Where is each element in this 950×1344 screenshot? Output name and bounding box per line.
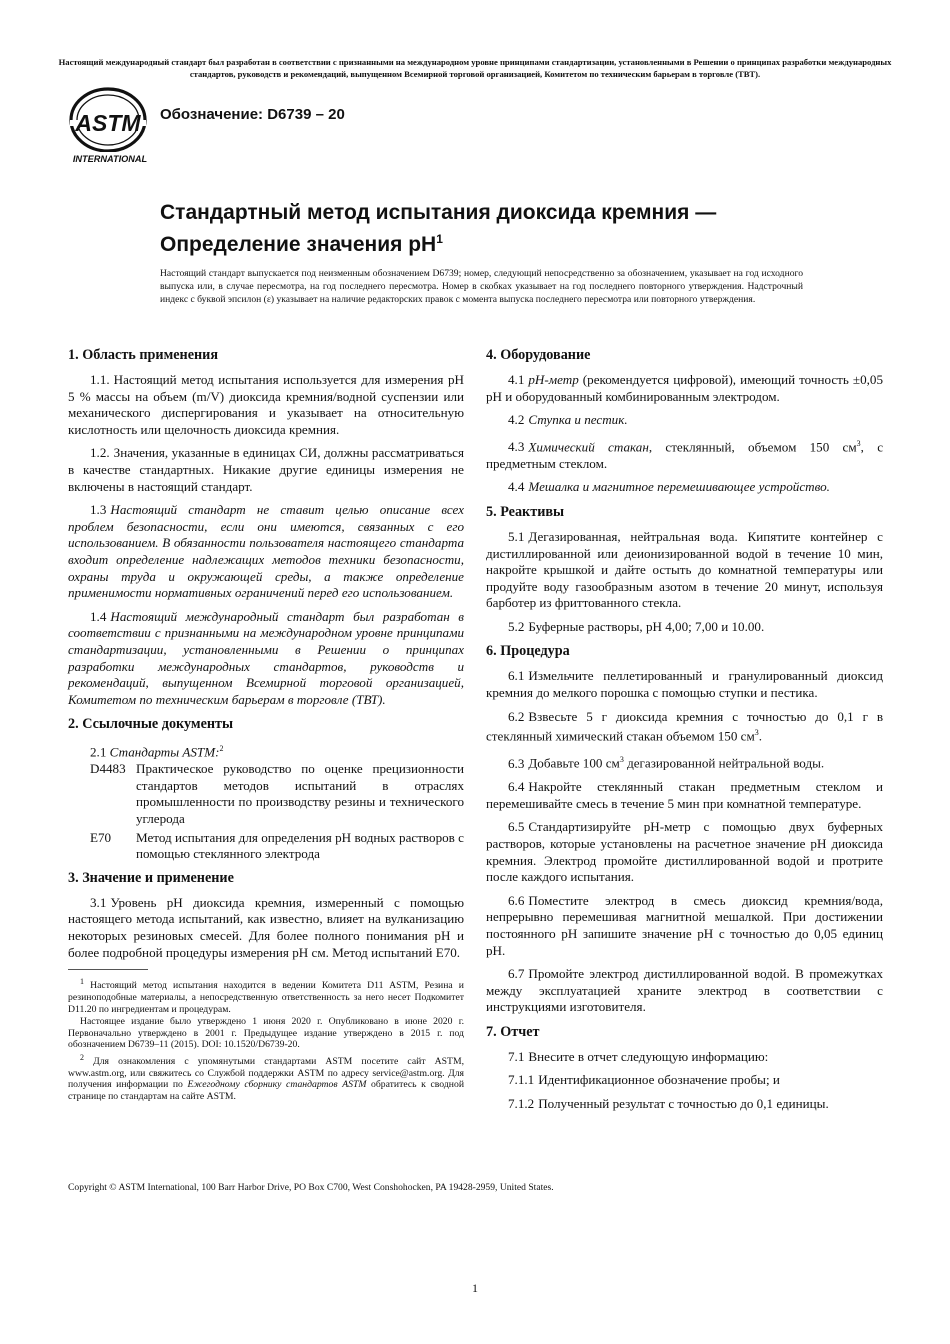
astm-logo-icon xyxy=(66,86,154,164)
footnote-2: $^2$ Для ознакомления с упомянутыми стандартами ASTM посетите сайт ASTM, www.astm.org, или свяжитесь со Службой поддержки ASTM по адресу service@astm.org. Для получения информации по Ежегодному сборнику стандартов ASTM обратитесь к сводной странице по стандартам на сайте ASTM. xyxy=(68,1052,465,1102)
footnote-1: $^1$ Настоящий метод испытания находится в ведении Комитета D11 ASTM, Резина и резиноподобные материалы, а непосредственную ответственность за него несет Подкомитет D11.20 по ингредиентам и процедурам. xyxy=(68,977,464,1015)
section-heading: 5. Реактивы xyxy=(486,503,565,520)
paragraph-1-2: 1.2. Значения, указанные в единицах СИ, должны рассматриваться в качестве стандартных. Никакие другие единицы измерения не включены в настоящий стандарт. xyxy=(68,445,464,494)
title-footnote-marker: 1 xyxy=(436,232,443,246)
paragraph-4-4: 4.4 Мешалка и магнитное перемешивающее устройство. xyxy=(508,479,830,495)
paragraph-7-1-1: 7.1.1 Идентификационное обозначение пробы; и xyxy=(508,1072,780,1088)
paragraph-4-2: 4.2 Ступка и пестик. xyxy=(508,412,628,428)
astm-international-logo xyxy=(66,86,154,164)
copyright: Copyright © ASTM International, 100 Barr Harbor Drive, PO Box C700, West Conshohocken, PA 19428-2959, United States. xyxy=(68,1182,554,1193)
issue-note: Настоящий стандарт выпускается под неизменным обозначением D6739; номер, следующий непосредственно за обозначением, указывает на год исходного выпуска или, в случае пересмотра, на год последнего пересмотра. Номер в скобках указывает на год последнего повторного утверждения. Надстрочный индекс с буквой эпсилон (ε) указывает на наличие редакторских правок с момента выпуска последнего пересмотра или повторного утверждения. xyxy=(160,268,803,305)
section-4-apparatus xyxy=(486,346,883,496)
paragraph-1-4: 1.4 Настоящий международный стандарт был разработан в соответствии с признанными на международном уровне принципами стандартизации, установленными в Решении о принципах разработки международных стандартов, руководств и рекомендаций, выпущенном Всемирной торговой организацией, Комитетом по техническим барьерам в торговле (ТВТ). xyxy=(68,608,464,707)
section-heading: 6. Процедура xyxy=(486,643,570,660)
paragraph-7-1-2: 7.1.2 Полученный результат с точностью до 0,1 единицы. xyxy=(508,1096,829,1112)
paragraph-1-3: 1.3 Настоящий стандарт не ставит целью описание всех проблем безопасности, если они имеются, связанных с его использованием. В обязанности пользователя настоящего стандарта входит определение надлежащих методов техники безопасности, охраны труда и окружающей среды, а также определение применимости нормативных ограничений перед его использованием. xyxy=(68,502,464,601)
section-heading: 7. Отчет xyxy=(486,1023,540,1040)
section-heading: 4. Оборудование xyxy=(486,347,591,363)
header-note: Настоящий международный стандарт был разработан в соответствии с признанными на международном уровне принципами стандартизации, установленными в Решении о принципах разработки международных стандартов, руководств и рекомендаций, выпущенном Всемирной торговой организацией, Комитетом по техническим барьерам в торговле (ТВТ). xyxy=(58,57,892,79)
footnote-divider xyxy=(68,969,148,970)
section-1-scope xyxy=(68,346,464,708)
paragraph-6-4: 6.4 Накройте стеклянный стакан предметным стеклом и перемешивайте смесь в течение 5 мин при комнатной температуре. xyxy=(486,779,883,811)
page-number: 1 xyxy=(472,1281,478,1295)
footnote-1-edition: Настоящее издание было утверждено 1 июня 2020 г. Опубликовано в июне 2020 г. Первоначально утверждено в 2001 г. Предыдущее издание утверждено в 2015 г. под обозначением D6739–11 (2015). DOI: 10.1520/D6739-20. xyxy=(68,1016,464,1051)
section-2-referenced-documents xyxy=(68,715,464,863)
paragraph-7-1: 7.1 Внесите в отчет следующую информацию: xyxy=(508,1048,769,1064)
paragraph-2-1: 2.1 Стандарты ASTM:$^2$ xyxy=(90,744,224,760)
reference-d4483: D4483 Практическое руководство по оценке прецизионности стандартов методов испытаний в отраслях промышленности по производству резины и технического углерода xyxy=(90,761,464,827)
paragraph-5-1: 5.1 Дегазированная, нейтральная вода. Кипятите контейнер с дистиллированной или деионизированной водой в течение 10 мин, накройте крышкой и дайте остыть до комнатной температуры или продуйте воду газообразным азотом в течение 20 минут, используя барботер из фриттованного стекла. xyxy=(486,528,883,611)
paragraph-3-1: 3.1 Уровень pH диоксида кремния, измеренный с помощью настоящего метода испытаний, как известно, влияет на вулканизацию некоторых резиновых смесей. Для более полного понимания pH и более подробной процедуры измерения pH см. Метод испытаний E70. xyxy=(68,894,464,960)
left-column xyxy=(68,346,464,1104)
paragraph-6-3: 6.3 Добавьте 100 $см^3$ дегазированной нейтральной воды. xyxy=(508,755,825,771)
section-heading: 2. Ссылочные документы xyxy=(68,716,234,733)
section-heading: 3. Значение и применение xyxy=(68,869,234,886)
paragraph-4-1: 4.1 pH-метр (рекомендуется цифровой), имеющий точность ±0,05 pH и оборудованный комбинированным электродом. xyxy=(486,372,883,404)
paragraph-6-5: 6.5 Стандартизируйте pH-метр с помощью двух буферных растворов, которые установлены на расчетное значение pH диоксида кремния. Электрод промойте дистиллированной водой и протрите после каждого испытания. xyxy=(486,819,883,885)
paragraph-5-2: 5.2 Буферные растворы, pH 4,00; 7,00 и 10.00. xyxy=(508,618,765,634)
logo-text-astm: ASTM xyxy=(75,110,141,136)
reference-e70: E70 Метод испытания для определения pH водных растворов с помощью стеклянного электрода xyxy=(90,829,464,862)
right-column xyxy=(486,346,883,1120)
paragraph-4-3: 4.3 Химический стакан, стеклянный, объемом 150 $см^3$, с предметным стеклом. xyxy=(486,438,884,471)
designation: Обозначение: D6739 – 20 xyxy=(160,106,345,123)
section-6-procedure xyxy=(486,642,883,1015)
logo-text-international: INTERNATIONAL xyxy=(72,154,148,164)
paragraph-6-1: 6.1 Измельчите пеллетированный и гранулированный диоксид кремния до мелкого порошка с помощью ступки и пестика. xyxy=(486,668,883,701)
section-5-reagents xyxy=(486,503,883,636)
paragraph-6-7: 6.7 Промойте электрод дистиллированной водой. В промежутках между эксплуатацией храните электрод в соответствии с инструкциями изготовителя. xyxy=(486,966,883,1015)
section-7-report xyxy=(486,1023,883,1113)
section-3-significance xyxy=(68,869,464,961)
section-heading: 1. Область применения xyxy=(68,347,219,363)
paragraph-1-1: 1.1. Настоящий метод испытания используется для измерения pH 5 % массы на объем (m/V) диоксида кремния/водной суспензии или механического диспергирования и указывает на относительную кислотность или щелочность диоксида кремния. xyxy=(68,372,464,437)
paragraph-6-2: 6.2 Взвесьте 5 г диоксида кремния с точностью до 0,1 г в стеклянный химический стакан объемом 150 $см^3$. xyxy=(486,708,883,744)
page-title: Стандартный метод испытания диоксида кремния — Определение значения $pH^1$ xyxy=(160,201,717,256)
paragraph-6-6: 6.6 Поместите электрод в смесь диоксид кремния/вода, непрерывно перемешивая магнитной мешалкой. При достижении постоянного pH запишите значение pH с точностью до 0,05 единиц pH. xyxy=(486,892,883,958)
